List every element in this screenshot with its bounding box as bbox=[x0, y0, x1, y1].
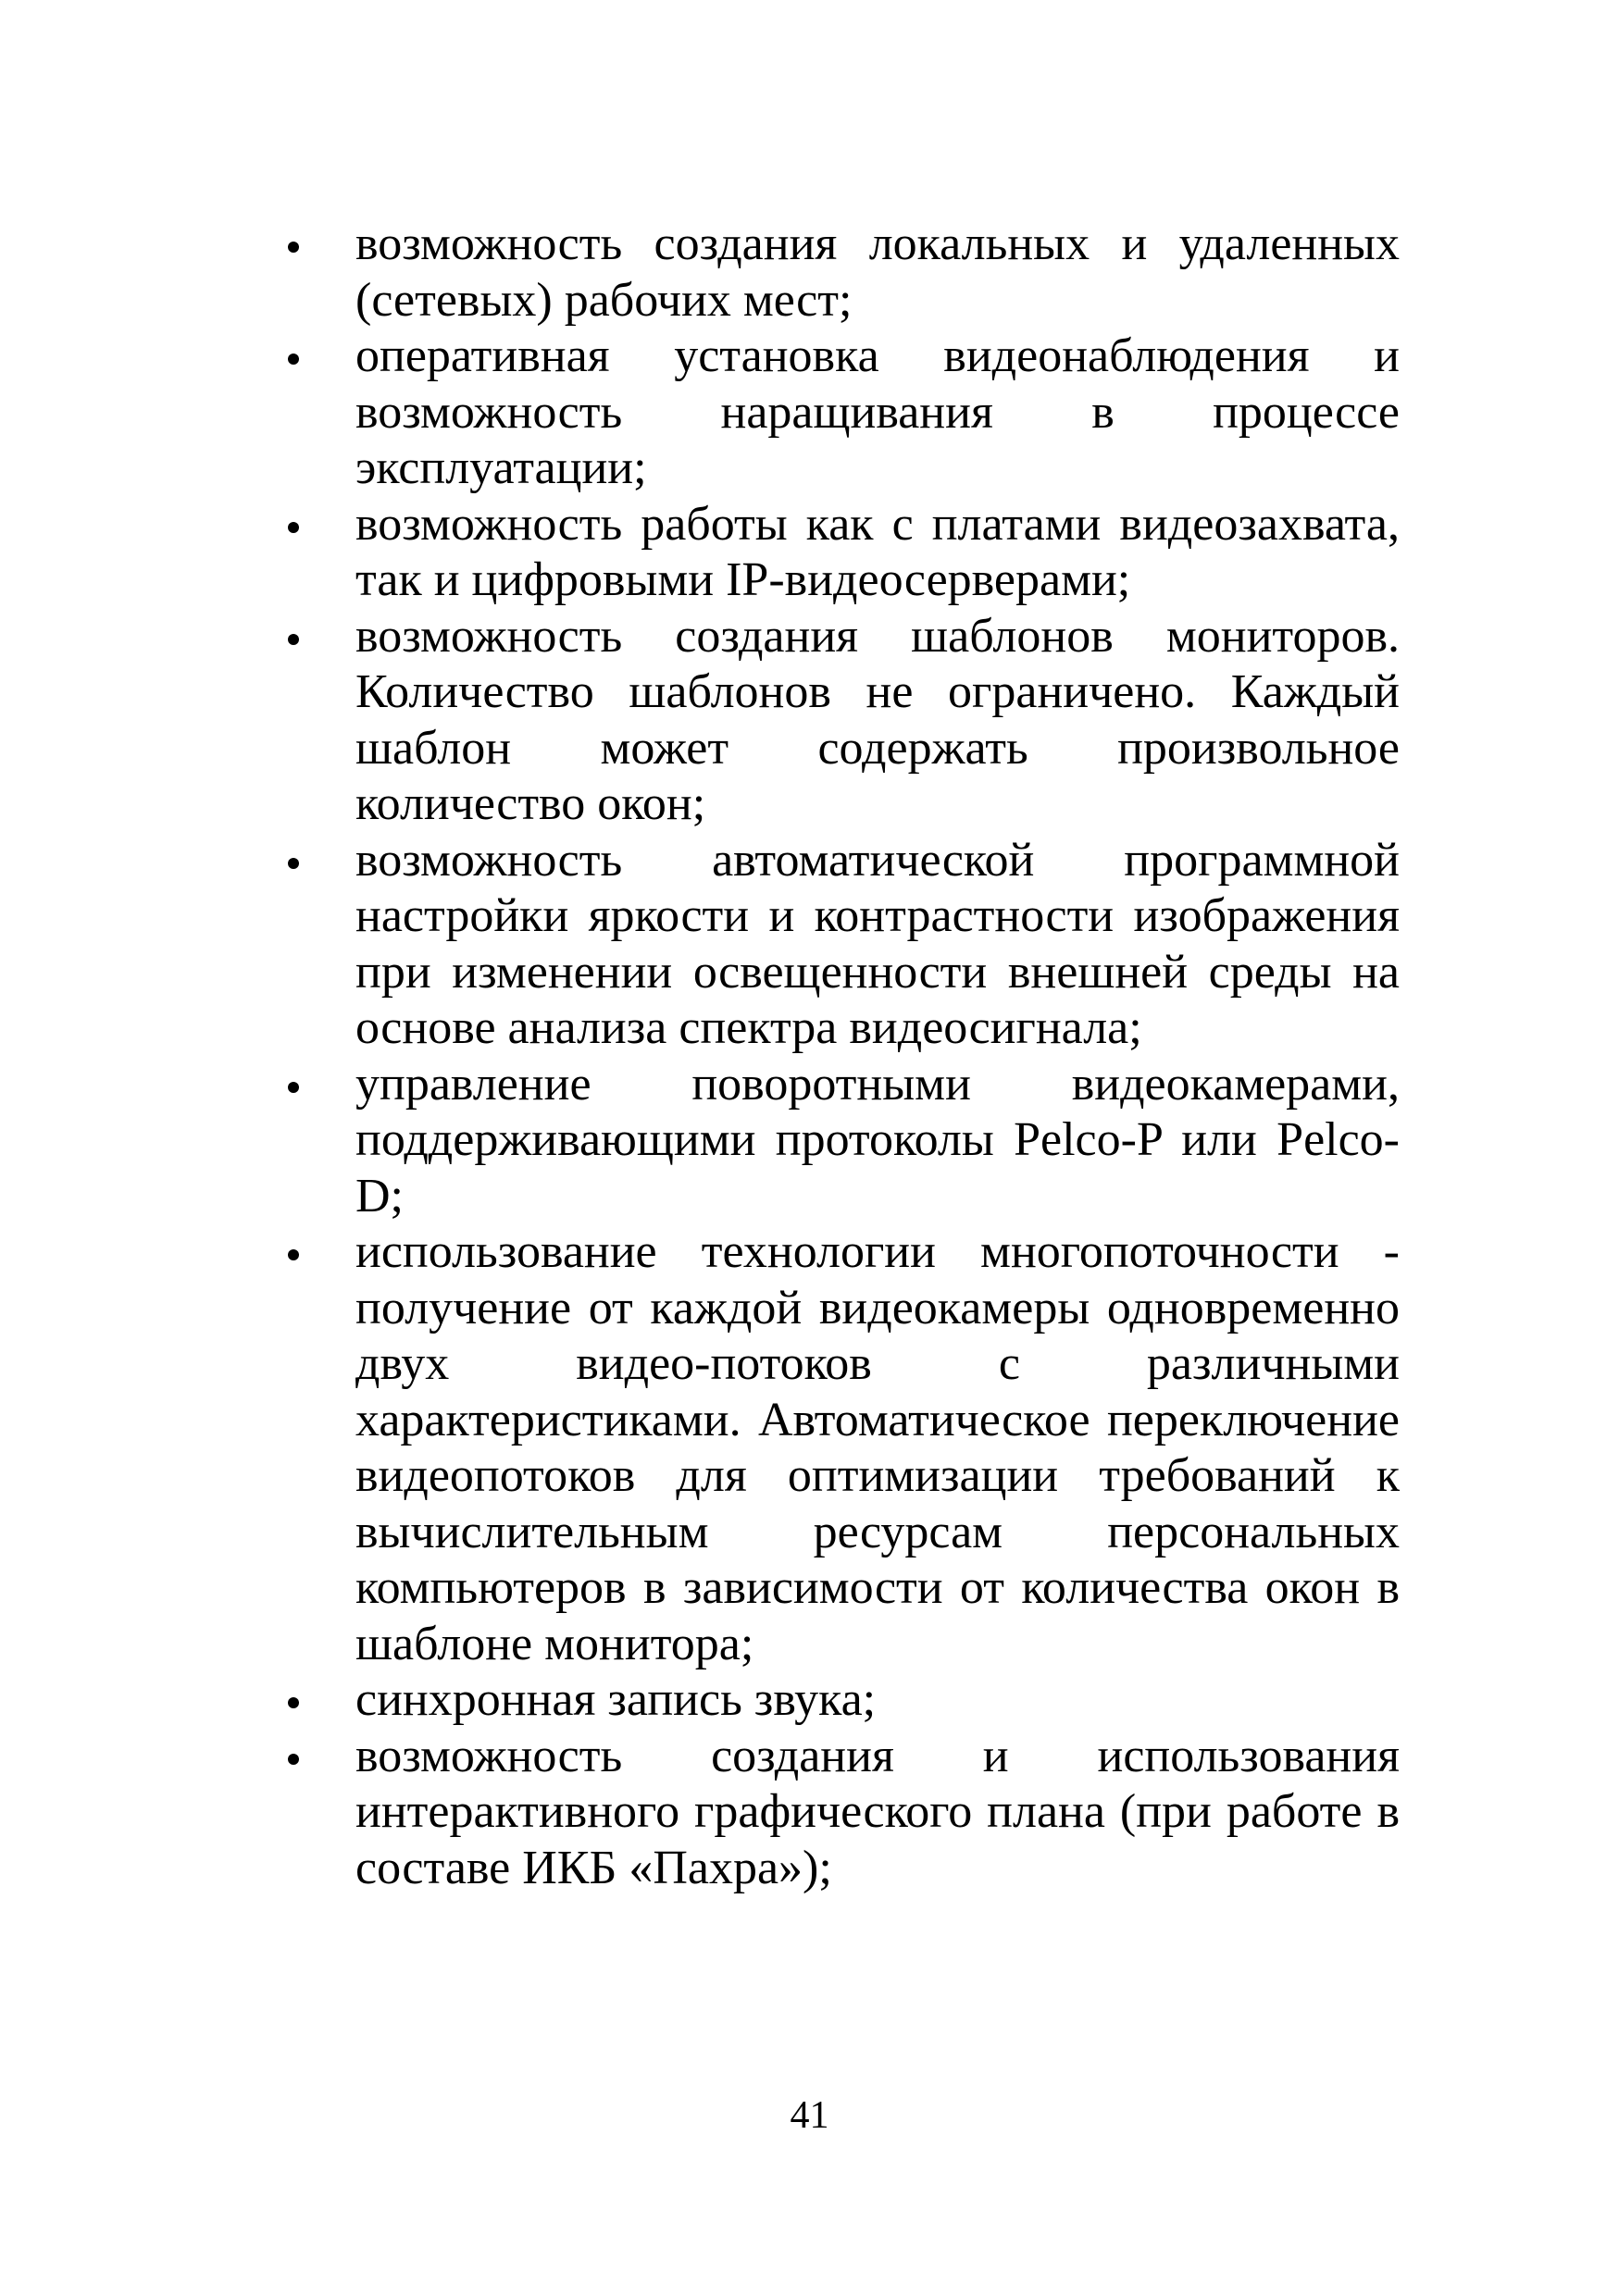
list-item bbox=[278, 1672, 1400, 1729]
list-item bbox=[278, 329, 1400, 497]
list-item bbox=[278, 833, 1400, 1057]
list-item-text: возможность автоматической программной настройки яркости и контрастности изображения при изменении освещенности внешней среды на основе анализа спектра видеосигнала; bbox=[355, 833, 1400, 1054]
bullet-icon bbox=[288, 354, 299, 365]
bullet-icon bbox=[288, 858, 299, 869]
list-item-text: возможность создания шаблонов мониторов. Количество шаблонов не ограничено. Каждый шаблон может содержать произвольное количество окон; bbox=[355, 609, 1400, 830]
list-item bbox=[278, 1224, 1400, 1672]
page-number: 41 bbox=[790, 2094, 829, 2137]
list-item-text: оперативная установка видеонаблюдения и возможность наращивания в процессе эксплуатации; bbox=[355, 329, 1400, 494]
bullet-icon bbox=[288, 1249, 299, 1260]
list-item-text: использование технологии многопоточности - получение от каждой видеокамеры одновременно двух видео-потоков с различными характеристиками. Автоматическое переключение видеопотоков для оптимизации требований к вычислительным ресурсам персональных компьютеров в зависимости от количества окон в шаблоне монитора; bbox=[355, 1225, 1400, 1670]
list-item bbox=[278, 1057, 1400, 1225]
list-item-text: возможность работы как с платами видеозахвата, так и цифровыми IP-видеосерверами; bbox=[355, 497, 1400, 606]
bullet-icon bbox=[288, 242, 299, 253]
bullet-icon bbox=[288, 522, 299, 533]
list-item bbox=[278, 217, 1400, 329]
bullet-icon bbox=[288, 1082, 299, 1093]
bullet-icon bbox=[288, 634, 299, 645]
list-item bbox=[278, 497, 1400, 609]
list-item-text: возможность создания и использования интерактивного графического плана (при работе в составе ИКБ «Пахра»); bbox=[355, 1729, 1400, 1894]
bullet-icon bbox=[288, 1754, 299, 1765]
list-item bbox=[278, 609, 1400, 833]
feature-bullet-list bbox=[278, 217, 1400, 1896]
list-item-text: управление поворотными видеокамерами, поддерживающими протоколы Pelco-P или Pelco-D; bbox=[355, 1057, 1400, 1222]
list-item-text: синхронная запись звука; bbox=[355, 1673, 877, 1726]
list-item-text: возможность создания локальных и удаленных (сетевых) рабочих мест; bbox=[355, 217, 1400, 327]
list-item bbox=[278, 1729, 1400, 1897]
bullet-icon bbox=[288, 1697, 299, 1708]
